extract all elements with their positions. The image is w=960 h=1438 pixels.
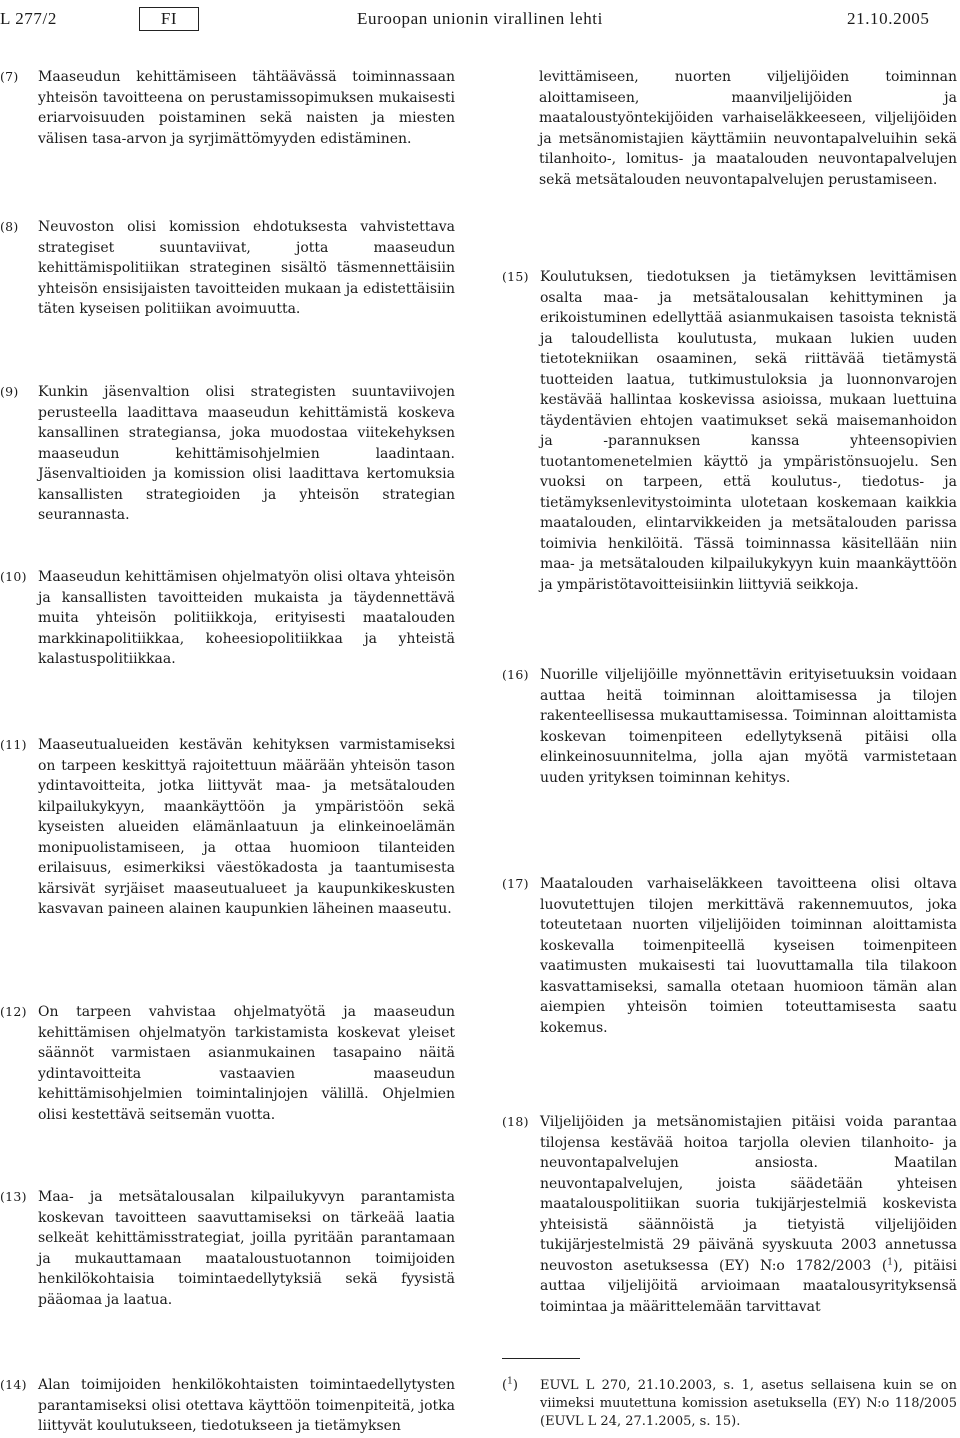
recital-8 bbox=[0, 217, 455, 320]
recital-13 bbox=[0, 1187, 455, 1310]
page-header bbox=[0, 6, 960, 36]
recital-text: Maaseudun kehittämiseen tähtäävässä toiminnassaan yhteisön tavoitteena on perustamissopimuksen mukaisesti eriarvoisuuden poistaminen sekä naisten ja miesten välisen tasa-arvon ja syrjimättömyyden edistäminen. bbox=[38, 69, 455, 147]
recital-text: Kunkin jäsenvaltion olisi strategisten suuntaviivojen perusteella laadittava maaseudun kehittämistä koskeva kansallinen strategiansa, joka muodostaa viitekehyksen maaseudun kehittämisohjelmien laadintaan. Jäsenvaltioiden ja komission olisi laadittava kertomuksia kansallisten strategioiden ja yhteisön strategian seurannasta. bbox=[38, 384, 455, 523]
recital-number: (7) bbox=[0, 69, 19, 84]
footnote-divider bbox=[502, 1358, 580, 1359]
recital-10 bbox=[0, 567, 455, 670]
recital-number: (9) bbox=[0, 384, 19, 399]
footnote bbox=[502, 1377, 957, 1431]
footnote-marker-close: ) bbox=[512, 1378, 518, 1393]
recital-text: Nuorille viljelijöille myönnettävin erityisetuuksin voidaan auttaa heitä toiminnan aloittamisessa ja tilojen rakenteellisessa mukauttamisessa. Toiminnan aloittamista koskevan toimenpiteen edellytyksenä pitäisi olla elinkeinosuunnitelma, jolla ajan myötä varmistetaan uuden yrityksen toiminnan kehitys. bbox=[540, 667, 957, 786]
recital-number: (12) bbox=[0, 1004, 27, 1019]
language-box: FI bbox=[139, 7, 199, 31]
recital-number: (17) bbox=[502, 876, 529, 891]
recital-number: (8) bbox=[0, 219, 19, 234]
recital-16 bbox=[502, 665, 957, 788]
footnote-text: EUVL L 270, 21.10.2003, s. 1, asetus sellaisena kuin se on viimeksi muutettuna komission asetuksella (EY) N:o 118/2005 (EUVL L 24, 27.1.2005, s. 15). bbox=[540, 1378, 957, 1429]
recital-18 bbox=[502, 1112, 957, 1317]
recital-9 bbox=[0, 382, 455, 526]
recital-text: Maa- ja metsätalousalan kilpailukyvyn parantamista koskevan tavoitteen saavuttamiseksi on tärkeää laatia selkeät kehittämisstrategiat, joilla pyritään parantamaan ja mukauttamaan maataloustuotannon toimijoiden henkilökohtaisia toimintaedellytyksiä sekä fyysistä pääomaa ja laatua. bbox=[38, 1189, 455, 1308]
footnote-reference: 1 bbox=[887, 1256, 894, 1267]
footnote-marker-open: ( bbox=[502, 1378, 508, 1393]
recital-text: levittämiseen, nuorten viljelijöiden toiminnan aloittamiseen, maanviljelijöiden ja maataloustyöntekijöiden varhaiseläkkeeseen, viljelijöiden ja metsänomistajien käyttämiin neuvontapalveluihin sekä tilanhoito-, lomitus- ja maatalouden neuvontapalvelujen sekä metsätalouden neuvontapalvelujen perustamiseen. bbox=[539, 69, 957, 188]
page-reference: L 277/2 bbox=[0, 9, 57, 28]
recital-text-part: Viljelijöiden ja metsänomistajien pitäisi voida parantaa tilojensa kestävää hoitoa tarjolla olevien tilanhoito- ja neuvontapalvelujen ansiosta. Maatilan neuvontapalvelujen, joista säädetään yhteisen maatalouspolitiikan suoria tukijärjestelmiä koskevista yhteisistä säännöistä ja tietyistä viljelijöiden tukijärjestelmistä 29 päivänä syyskuuta 2003 annetussa neuvoston asetuksessa (EY) N:o 1782/2003 ( bbox=[540, 1114, 957, 1274]
recital-text-part: ), pitäisi auttaa viljelijöitä arvioimaan maatalousyrityksensä toimintaa ja määrittelemään tarvittavat bbox=[540, 1257, 957, 1315]
recital-text: Neuvoston olisi komission ehdotuksesta vahvistettava strategiset suuntaviivat, jotta maaseudun kehittämispolitiikan strateginen sisältö täsmennettäisiin yhteisön ensisijaisten tavoitteiden mukaan ja edistettäisiin täten kyseisen politiikan avoimuutta. bbox=[38, 219, 455, 317]
journal-title: Euroopan unionin virallinen lehti bbox=[357, 9, 603, 28]
recital-number: (10) bbox=[0, 569, 27, 584]
recital-text: Maatalouden varhaiseläkkeen tavoitteena olisi oltava luovutettujen tilojen merkittävä rakennemuutos, joka toteutetaan nuorten viljelijöiden toiminnan aloittamista koskevalla toimenpiteellä kyseisen toimenpiteen vaatimusten mukaisesti tai luovuttamalla tila tilakoon kasvattamiseksi, samalla otetaan huomioon tämän alan aiempien yhteisön toimien toteuttamisesta saatu kokemus. bbox=[540, 876, 957, 1036]
recital-number: (15) bbox=[502, 269, 529, 284]
recital-text: On tarpeen vahvistaa ohjelmatyötä ja maaseudun kehittämisen ohjelmatyön tarkistamista koskevat yleiset säännöt varmistaen asianmukainen tasapaino näitä ydintavoitteita vastaavien maaseudun kehittämisohjelmien toimintalinjojen välillä. Ohjelmien olisi kestettävä seitsemän vuotta. bbox=[38, 1004, 455, 1123]
recital-11 bbox=[0, 735, 455, 920]
recital-text bbox=[540, 1112, 957, 1317]
recital-number: (18) bbox=[502, 1114, 529, 1129]
recital-17 bbox=[502, 874, 957, 1038]
recital-number: (14) bbox=[0, 1377, 27, 1392]
recital-7 bbox=[0, 67, 455, 149]
recital-number: (11) bbox=[0, 737, 27, 752]
recital-text: Maaseudun kehittämisen ohjelmatyön olisi oltava yhteisön ja kansallisten tavoitteiden mukaista ja täydennettävä muita yhteisön politiikkoja, erityisesti maatalouden markkinapolitiikkaa, koheesiopolitiikkaa ja yhteistä kalastuspolitiikkaa. bbox=[38, 569, 455, 667]
recital-12 bbox=[0, 1002, 455, 1125]
footnote-marker bbox=[502, 1377, 518, 1395]
recital-text: Alan toimijoiden henkilökohtaisten toimintaedellytysten parantamiseksi olisi otettava käyttöön toimenpiteitä, jotka liittyvät koulutukseen, tiedotukseen ja tietämyksen bbox=[38, 1377, 455, 1434]
recital-number: (13) bbox=[0, 1189, 27, 1204]
recital-15 bbox=[502, 267, 957, 595]
publication-date: 21.10.2005 bbox=[847, 9, 930, 28]
recital-number: (16) bbox=[502, 667, 529, 682]
recital-14-continued bbox=[502, 67, 957, 190]
recital-text: Koulutuksen, tiedotuksen ja tietämyksen levittämisen osalta maa- ja metsätalousalan kehittyminen ja erikoistuminen edellyttää asianmukaisen tasoista teknistä ja taloudellista koulutusta, mukaan lukien uuden tietotekniikan osaaminen, sekä riittävää tietämystä tuotteiden laatua, tutkimustuloksia ja luonnonvarojen kestävää hallintaa koskevissa asioissa, mukaan luettuina täydentävien ehtojen vaatimukset sekä maisemanhoidon ja -parannuksen kanssa yhteensopivien tuotantomenetelmien käyttö ja ympäristönsuojelu. Sen vuoksi on tarpeen, että koulutus-, tiedotus- ja tietämyksenlevitystoiminta ulotetaan koskemaan kaikkia maatalouden, elintarvikkeiden ja metsätalouden parissa toimivia henkilöitä. Tässä toiminnassa käsitellään niin maa- ja metsätalouden kilpailukykyyn kuin maankäyttöön ja ympäristötavoitteisiinkin liittyviä seikkoja. bbox=[540, 269, 957, 593]
footnote-marker-number: 1 bbox=[507, 1376, 513, 1387]
recital-text: Maaseutualueiden kestävän kehityksen varmistamiseksi on tarpeen keskittyä rajoitettuun määrään yhteisön tason ydintavoitteita, jotka liittyvät maa- ja metsätalouden kilpailukykyyn, maankäyttöön ja ympäristöön sekä kyseisten alueiden elämänlaatuun ja elinkeinoelämän monipuolistamiseen, ja ottaa huomioon tilanteiden erilaisuus, esimerkiksi väestökadosta ja taantumisesta kärsivät syrjäiset maaseutualueet ja kaupunkikeskusten kasvavan paineen alainen kaupunkien läheinen maaseutu. bbox=[38, 737, 455, 917]
recital-14 bbox=[0, 1375, 455, 1437]
